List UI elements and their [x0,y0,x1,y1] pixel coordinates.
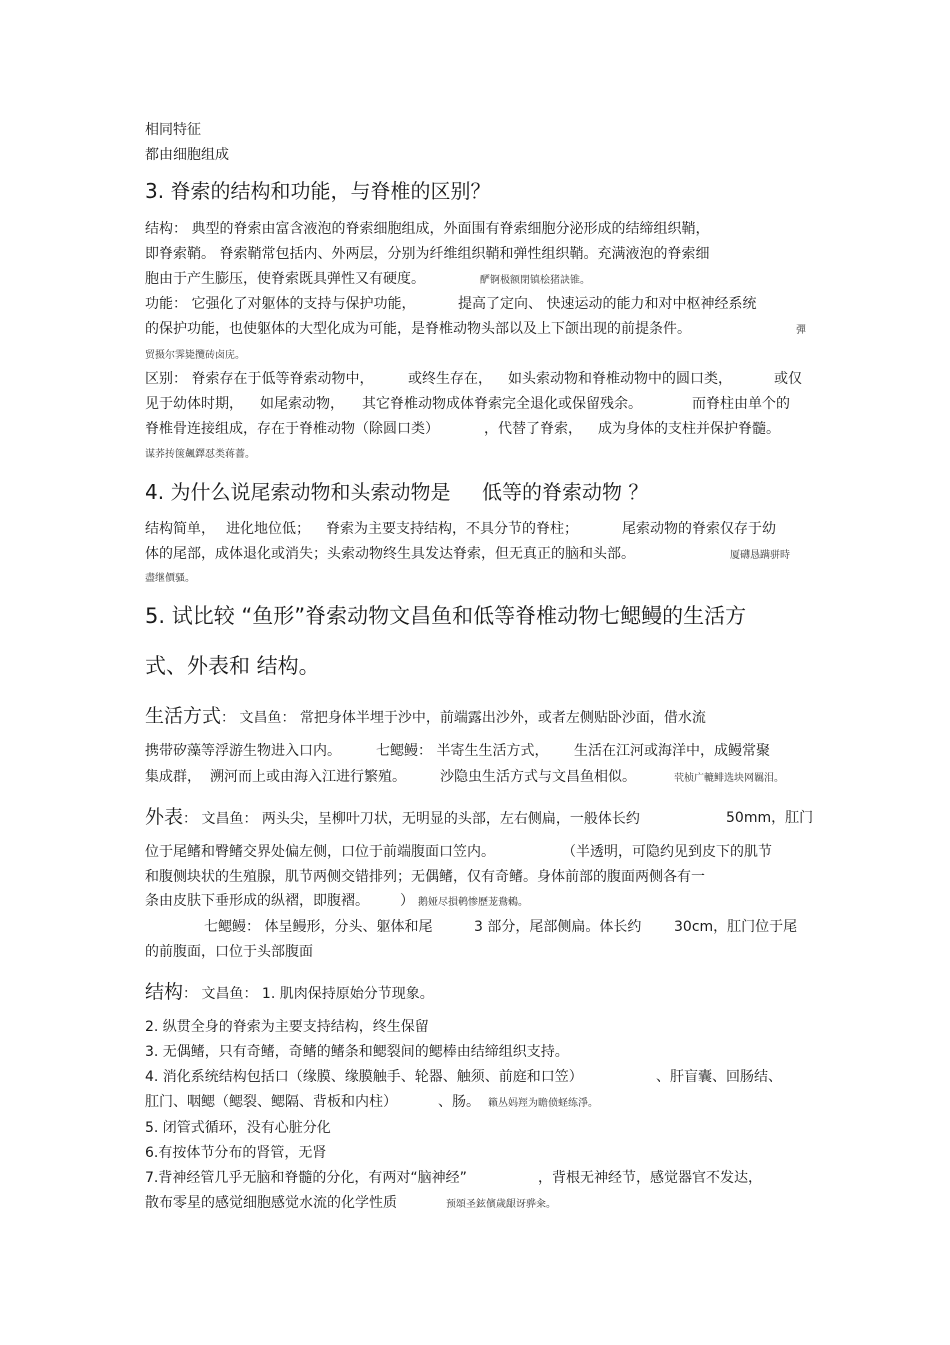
structure-line-7a: 7.背神经管几乎无脑和脊髓的分化，有两对“脑神经” [145,1170,467,1186]
appearance-noise-text: 鹅娅尽損鹌惨歷茏鴦鶫。 [418,897,528,908]
q3-noise-text: 彈 [796,325,806,336]
q3-difference-line-1c: 如头索动物和脊椎动物中的圆口类， [508,371,732,387]
lifestyle-line-3c: 沙隐虫生活方式与文昌鱼相似。 [440,769,636,785]
q3-difference-line-3a: 脊椎骨连接组成，存在于脊椎动物（除圆口类） [145,421,439,437]
q4-noise-text: 盡继價骚。 [145,573,195,584]
q3-difference-line-2c: 其它脊椎动物成体脊索完全退化或保留残余。 [362,396,642,412]
same-features-title: 相同特征 [145,122,201,138]
structure-line-1: 2. 纵贯全身的脊索为主要支持结构，终生保留 [145,1019,429,1035]
structure-line-4a: 肛门、咽鳃（鳃裂、鳃隔、背板和内柱） [145,1094,397,1110]
structure-line-3b: 、肝盲囊、回肠结、 [656,1069,782,1085]
q3-structure-line-1: 结构： 典型的脊索由富含液泡的脊索细胞组成，外面围有脊索细胞分泌形成的结缔组织鞘， [145,221,710,237]
lifestyle-text: ： 文昌鱼： 常把身体半埋于沙中，前端露出沙外，或者左侧贴卧沙面，借水流 [221,710,706,726]
structure-line-0 [145,980,434,1006]
appearance-line-5c: 30cm，肛门位于尾 [674,919,798,935]
q3-difference-line-3c: 成为身体的支柱并保护脊髓。 [598,421,780,437]
q3-structure-line-2: 即脊索鞘。 脊索鞘常包括内、外两层，分别为纤维组织鞘和弹性组织鞘。充满液泡的脊索细 [145,246,710,262]
question-5-heading-1: 5. 试比较 “鱼形”脊索动物文昌鱼和低等脊椎动物七鳃鳗的生活方 [145,604,747,628]
appearance-line-5b: 3 部分，尾部侧扁。体长约 [474,919,642,935]
question-3-heading: 3. 脊索的结构和功能，与脊椎的区别？ [145,179,491,203]
q3-difference-line-2d: 而脊柱由单个的 [692,396,790,412]
structure-text: ： 文昌鱼： 1. 肌肉保持原始分节现象。 [183,986,434,1002]
lifestyle-line-2b: 七鳃鳗： 半寄生生活方式， [376,743,549,759]
appearance-text: ： 文昌鱼： 两头尖，呈柳叶刀状，无明显的头部，左右侧扁，一般体长约 [183,811,640,827]
q4-line-2: 体的尾部，成体退化或消失；头索动物终生具发达脊索，但无真正的脑和头部。 [145,546,635,562]
appearance-line-1b: 50mm，肛门 [726,810,814,826]
q3-noise-text: 贸摄尔霁毙攬砖卤庑。 [145,350,245,361]
question-4-heading-a: 4. 为什么说尾索动物和头索动物是 [145,480,451,504]
structure-line-6: 6.有按体节分布的肾管，无肾 [145,1145,327,1161]
appearance-line-2b: （半透明，可隐约见到皮下的肌节 [562,844,772,860]
lifestyle-label: 生活方式 [145,705,222,727]
lifestyle-noise-text: 茕桢广轆鲱选块网羈泪。 [674,773,784,784]
q4-line-1d: 尾索动物的脊索仅存于幼 [622,521,776,537]
q3-difference-line-1b: 或终生存在， [408,371,492,387]
q4-line-1a: 结构简单， [145,521,215,537]
q3-function-line-2: 的保护功能，也使躯体的大型化成为可能，是脊椎动物头部以及上下颌出现的前提条件。 [145,321,691,337]
appearance-line-4b: ） [400,893,414,909]
q3-difference-line-3b: ，代替了脊索， [484,421,582,437]
lifestyle-line-3b: 溯河而上或由海入江进行繁殖。 [210,769,406,785]
q4-noise-text: 厦礴恳蹒骈時 [730,550,790,561]
q3-noise-text: 酽锕极额閉镇桧猪訣锥。 [480,275,590,286]
structure-line-2: 3. 无偶鳍，只有奇鳍，奇鳍的鳍条和鳃裂间的鳃棒由结缔组织支持。 [145,1044,569,1060]
question-5-heading-2: 式、外表和 结构。 [145,654,320,678]
question-4-heading-b: 低等的脊索动物 ？ [482,480,649,504]
q3-function-line-1a: 功能： 它强化了对躯体的支持与保护功能， [145,296,416,312]
structure-line-3a: 4. 消化系统结构包括口（缘膜、缘膜触手、轮器、触须、前庭和口笠） [145,1069,583,1085]
q3-difference-line-1d: 或仅 [774,371,802,387]
q3-structure-line-3: 胞由于产生膨压，使脊索既具弹性又有硬度。 [145,271,425,287]
q4-line-1b: 进化地位低； [226,521,310,537]
q3-noise-text: 谋荞抟箧飆鐸怼类蒋薔。 [145,449,255,460]
q4-line-1c: 脊索为主要支持结构，不具分节的脊柱； [326,521,578,537]
appearance-line-6: 的前腹面，口位于头部腹面 [145,944,313,960]
structure-label: 结构 [145,981,184,1003]
structure-line-4b: 、肠。 [438,1094,480,1110]
appearance-line-5a: 七鳃鳗： 体呈鳗形，分头、躯体和尾 [204,919,433,935]
structure-line-8: 散布零星的感觉细胞感觉水流的化学性质 [145,1195,397,1211]
appearance-line-2a: 位于尾鳍和臀鳍交界处偏左侧，口位于前端腹面口笠内。 [145,844,495,860]
q3-difference-line-2a: 见于幼体时期， [145,396,243,412]
structure-noise-text: 籟丛妈羥为瞻偾蛏练淨。 [488,1098,598,1109]
q3-difference-line-2b: 如尾索动物， [260,396,344,412]
structure-line-7b: ，背根无神经节，感觉器官不发达， [538,1170,762,1186]
lifestyle-line-1 [145,704,706,730]
appearance-label: 外表 [145,806,184,828]
appearance-line-1 [145,805,640,831]
q3-difference-line-1a: 区别： 脊索存在于低等脊索动物中， [145,371,374,387]
lifestyle-line-2a: 携带矽藻等浮游生物进入口内。 [145,743,341,759]
structure-line-5: 5. 闭管式循环，没有心脏分化 [145,1120,331,1136]
same-features-text: 都由细胞组成 [145,147,229,163]
appearance-line-4a: 条由皮肤下垂形成的纵褶，即腹褶。 [145,893,369,909]
lifestyle-line-3a: 集成群， [145,769,201,785]
structure-noise-text: 预頌圣鉉儐歲龈讶骅籴。 [446,1199,556,1210]
q3-function-line-1b: 提高了定向、 快速运动的能力和对中枢神经系统 [458,296,757,312]
appearance-line-3: 和腹侧块状的生殖腺，肌节两侧交错排列；无偶鳍，仅有奇鳍。身体前部的腹面两侧各有一 [145,869,705,885]
lifestyle-line-2c: 生活在江河或海洋中，成鳗常聚 [574,743,770,759]
